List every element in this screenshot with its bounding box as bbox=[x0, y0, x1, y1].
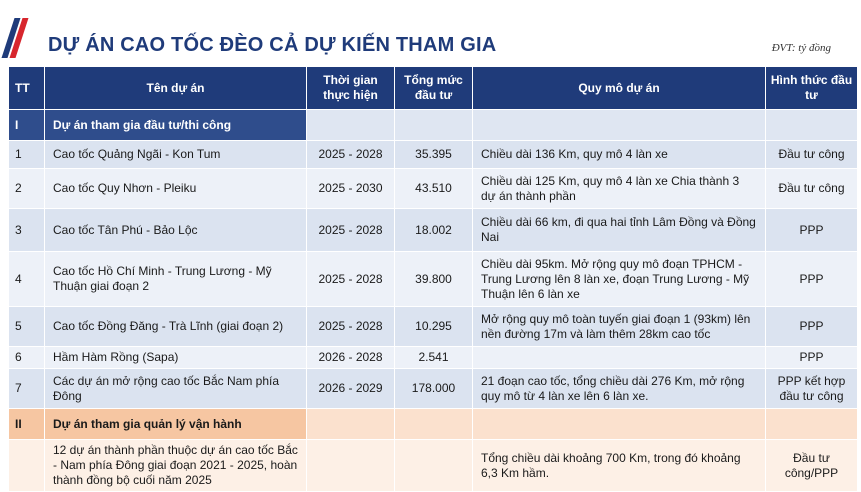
row-total: 18.002 bbox=[395, 209, 473, 252]
table-row bbox=[9, 209, 858, 252]
row-name: Cao tốc Quảng Ngãi - Kon Tum bbox=[45, 141, 307, 169]
row-scale: Chiều dài 125 Km, quy mô 4 làn xe Chia thành 3 dự án thành phần bbox=[473, 169, 766, 209]
row-tt bbox=[9, 440, 45, 492]
section-tt: I bbox=[9, 110, 45, 141]
row-scale: Mở rộng quy mô toàn tuyến giai đoạn 1 (93km) lên nền đường 17m và làm thêm 28km cao tốc bbox=[473, 307, 766, 347]
row-name: Hầm Hàm Rồng (Sapa) bbox=[45, 347, 307, 369]
row-name: Cao tốc Hồ Chí Minh - Trung Lương - Mỹ Thuận giai đoạn 2 bbox=[45, 252, 307, 307]
row-tt: 5 bbox=[9, 307, 45, 347]
row-name: Cao tốc Tân Phú - Bảo Lộc bbox=[45, 209, 307, 252]
row-name: 12 dự án thành phần thuộc dự án cao tốc Bắc - Nam phía Đông giai đoạn 2021 - 2025, hoàn thành đồng bộ cuối năm 2025 bbox=[45, 440, 307, 492]
row-form: PPP bbox=[766, 347, 858, 369]
row-total: 43.510 bbox=[395, 169, 473, 209]
row-tt: 2 bbox=[9, 169, 45, 209]
row-form: PPP bbox=[766, 252, 858, 307]
section-label: Dự án tham gia quản lý vận hành bbox=[45, 409, 307, 440]
row-scale: Chiều dài 66 km, đi qua hai tỉnh Lâm Đồng và Đồng Nai bbox=[473, 209, 766, 252]
row-form: PPP bbox=[766, 209, 858, 252]
unit-label: ĐVT: tỷ đồng bbox=[771, 42, 831, 54]
row-time bbox=[307, 440, 395, 492]
row-scale bbox=[473, 347, 766, 369]
row-time: 2025 - 2028 bbox=[307, 252, 395, 307]
header-total: Tổng mức đầu tư bbox=[395, 67, 473, 110]
row-tt: 1 bbox=[9, 141, 45, 169]
table-row bbox=[9, 440, 858, 492]
section-label: Dự án tham gia đầu tư/thi công bbox=[45, 110, 307, 141]
header-scale: Quy mô dự án bbox=[473, 67, 766, 110]
row-name: Cao tốc Đồng Đăng - Trà Lĩnh (giai đoạn 2) bbox=[45, 307, 307, 347]
row-scale: Chiều dài 95km. Mở rộng quy mô đoạn TPHCM - Trung Lương lên 8 làn xe, đoạn Trung Lương - Mỹ Thuận lên 6 làn xe bbox=[473, 252, 766, 307]
table-row bbox=[9, 141, 858, 169]
row-form: Đầu tư công/PPP bbox=[766, 440, 858, 492]
section-row-1 bbox=[9, 110, 858, 141]
row-total: 39.800 bbox=[395, 252, 473, 307]
section-row-2 bbox=[9, 409, 858, 440]
row-name: Các dự án mở rộng cao tốc Bắc Nam phía Đông bbox=[45, 369, 307, 409]
row-total: 2.541 bbox=[395, 347, 473, 369]
row-time: 2026 - 2029 bbox=[307, 369, 395, 409]
table-row bbox=[9, 369, 858, 409]
row-total: 10.295 bbox=[395, 307, 473, 347]
row-scale: Tổng chiều dài khoảng 700 Km, trong đó khoảng 6,3 Km hầm. bbox=[473, 440, 766, 492]
row-tt: 7 bbox=[9, 369, 45, 409]
table-row bbox=[9, 169, 858, 209]
row-name: Cao tốc Quy Nhơn - Pleiku bbox=[45, 169, 307, 209]
row-scale: 21 đoạn cao tốc, tổng chiều dài 276 Km, mở rộng quy mô từ 4 làn xe lên 6 làn xe. bbox=[473, 369, 766, 409]
header-name: Tên dự án bbox=[45, 67, 307, 110]
row-scale: Chiều dài 136 Km, quy mô 4 làn xe bbox=[473, 141, 766, 169]
row-tt: 3 bbox=[9, 209, 45, 252]
table-row bbox=[9, 307, 858, 347]
section-tt: II bbox=[9, 409, 45, 440]
table-header-row bbox=[9, 67, 858, 110]
row-form: PPP kết hợp đầu tư công bbox=[766, 369, 858, 409]
projects-table bbox=[8, 66, 858, 492]
table-row bbox=[9, 347, 858, 369]
row-time: 2025 - 2028 bbox=[307, 141, 395, 169]
row-tt: 4 bbox=[9, 252, 45, 307]
table-row bbox=[9, 252, 858, 307]
row-tt: 6 bbox=[9, 347, 45, 369]
header-time: Thời gian thực hiện bbox=[307, 67, 395, 110]
row-total bbox=[395, 440, 473, 492]
row-form: Đầu tư công bbox=[766, 169, 858, 209]
row-total: 35.395 bbox=[395, 141, 473, 169]
row-time: 2025 - 2028 bbox=[307, 209, 395, 252]
header-form: Hình thức đầu tư bbox=[766, 67, 858, 110]
row-form: Đầu tư công bbox=[766, 141, 858, 169]
row-time: 2026 - 2028 bbox=[307, 347, 395, 369]
page-title: DỰ ÁN CAO TỐC ĐÈO CẢ DỰ KIẾN THAM GIA bbox=[48, 34, 497, 56]
row-time: 2025 - 2030 bbox=[307, 169, 395, 209]
title-accent-icon bbox=[8, 18, 22, 58]
header-tt: TT bbox=[9, 67, 45, 110]
row-total: 178.000 bbox=[395, 369, 473, 409]
row-form: PPP bbox=[766, 307, 858, 347]
row-time: 2025 - 2028 bbox=[307, 307, 395, 347]
